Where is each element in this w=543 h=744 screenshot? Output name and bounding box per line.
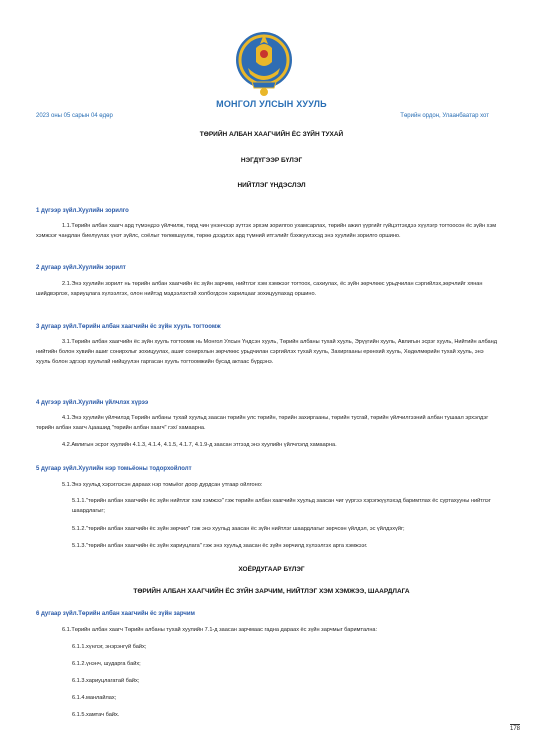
article-6-heading: 6 дугаар зүйл.Төрийн албан хаагчийн ёс зүйн зарчим (36, 611, 195, 617)
article-5-sub-3: 5.1.3."төрийн албан хаагчийн ёс зүйн хариуцлага" гэж энэ хуульд заасан ёс зүйн зөрчилд хүлээлгэх арга хэмжээг. (72, 543, 368, 549)
article-4-heading: 4 дүгээр зүйл.Хуулийн үйлчлэх хүрээ (36, 400, 149, 406)
article-5-heading: 5 дугаар зүйл.Хуулийн нэр томьёоны тодорхойлолт (36, 466, 192, 472)
article-6-intro: 6.1.Төрийн албан хаагч Төрийн албаны тухай хуулийн 7.1-д заасан зарчмаас гадна дараах ёс зүйн зарчмыг баримтална: (62, 627, 378, 633)
list-item: 6.1.1.хүнлэг, энэрэнгүй байх; (72, 644, 147, 650)
article-1-heading: 1 дүгээр зүйл.Хуулийн зорилго (36, 208, 129, 214)
page-number: 178 (510, 726, 521, 732)
list-item: 6.1.4.манлайлах; (72, 695, 117, 701)
law-place: Төрийн ордон, Улаанбаатар хот (400, 113, 489, 119)
article-3-paragraph-1: 3.1.Төрийн албан хаагчийн ёс зүйн хууль тогтоомж нь Монгол Улсын Үндсэн хууль, Төрийн албаны тухай хууль, Эрүүгийн хууль, Авлигын эсрэг хууль, Нийтийн албанд нийтийн болон хувийн ашиг сонирхлыг зохицуулах, ашиг сонирхлын зөрчлөөс урьдчилан сэргийлэх тухай хууль, Захиргааны ерөнхий хууль, Хөдөлмөрийн тухай хууль, энэ хууль болон эдгээр хуультай нийцүүлэн гаргасан хууль тогтоомжийн бусад актаас бүрдэнэ. (36, 339, 498, 365)
article-2-heading: 2 дугаар зүйл.Хуулийн зорилт (36, 265, 126, 271)
chapter-2-title: ТӨРИЙН АЛБАН ХААГЧИЙН ЁС ЗҮЙН ЗАРЧИМ, НИЙТЛЭГ ХЭМ ХЭМЖЭЭ, ШААРДЛАГА (133, 588, 410, 595)
chapter-1-title: НИЙТЛЭГ ҮНДЭСЛЭЛ (237, 182, 306, 189)
state-emblem-icon (234, 26, 294, 98)
article-2-paragraph-1: 2.1.Энэ хуулийн зорилт нь төрийн албан хаагчийн ёс зүйн зарчим, нийтлэг хэм хэмжээг тогтоох, сахиулах, ёс зүйн зөрчлөөс урьдчилан сэргийлэх,зөрчлийг хянан шийдвэрлэх, хариуцлага хүлээлгэх, олон нийтэд мэдээлэхтэй холбогдсон харилцааг зохицуулахад оршино. (36, 281, 483, 297)
list-item: 6.1.3.хариуцлагатай байх; (72, 678, 140, 684)
article-5-sub-1: 5.1.1."төрийн албан хаагчийн ёс зүйн нийтлэг хэм хэмжээ" гэж төрийн албан хаагчийн хуульд заасан чиг үүргээ хэрэгжүүлэхэд баримтлах ёс суртахууны нийтлэг шаардлагыг; (72, 498, 491, 514)
article-3-heading: 3 дугаар зүйл.Төрийн албан хаагчийн ёс зүйн хууль тогтоомж (36, 324, 221, 330)
article-5-sub-2: 5.1.2."төрийн албан хаагчийн ёс зүйн зөрчил" гэж энэ хуульд заасан ёс зүйн нийтлэг шаардлагыг зөрчсөн үйлдэл, эс үйлдэхүйг; (72, 526, 405, 532)
article-1-paragraph-1: 1.1.Төрийн албан хаагч ард түмэндээ үйлчилж, төрд чин үнэнчээр зүтгэх эрхэм зорилгоо ухамсарлах, төрийн ажил үүргийг гүйцэтгэхдээ хүүлэгр тогтоосон ёс зүйн хэм хэмжээг чандлан биелүүлах үнэт зүйлс, соёлыг төлөвшүүлж, төрөө дээдлэх ард түмний итгэлийг бэхжүүлэхэд энэ хуулийн зорилго оршино. (36, 223, 497, 239)
org-name: МОНГОЛ УЛСЫН ХУУЛЬ (216, 99, 327, 109)
list-item: 6.1.2.үнэнч, шударга байх; (72, 661, 141, 667)
article-4-paragraph-2: 4.2.Авлигын эсрэг хуулийн 4.1.3, 4.1.4, 4.1.5, 4.1.7, 4.1.9-д заасан этгээд энэ хуулийн үйлчлэлд хамаарна. (62, 442, 337, 448)
chapter-1-number: НЭГДҮГЭЭР БҮЛЭГ (240, 157, 303, 164)
law-title: ТӨРИЙН АЛБАН ХААГЧИЙН ЁС ЗҮЙН ТУХАЙ (199, 131, 344, 138)
article-4-paragraph-1: 4.1.Энэ хуулийн үйлчилэд Төрийн албаны тухай хуульд заасан төрийн улс төрийн, төрийн захиргааны, төрийн тусгай, төрийн үйлчилгээний албан тушаал эрхэлдэг төрийн албан хаагч /цаашид "төрийн албан хаагч" гэх/ хамаарна. (36, 415, 489, 431)
law-date: 2023 оны 05 сарын 04 өдөр (36, 113, 113, 119)
list-item: 6.1.5.хамтач байх. (72, 712, 120, 718)
chapter-2-number: ХОЁРДУГААР БҮЛЭГ (238, 566, 305, 573)
article-5-paragraph-1: 5.1.Энэ хуульд хэрэглэсэн дараах нэр томьёог доор дурдсан утгаар ойлгоно: (62, 482, 263, 488)
